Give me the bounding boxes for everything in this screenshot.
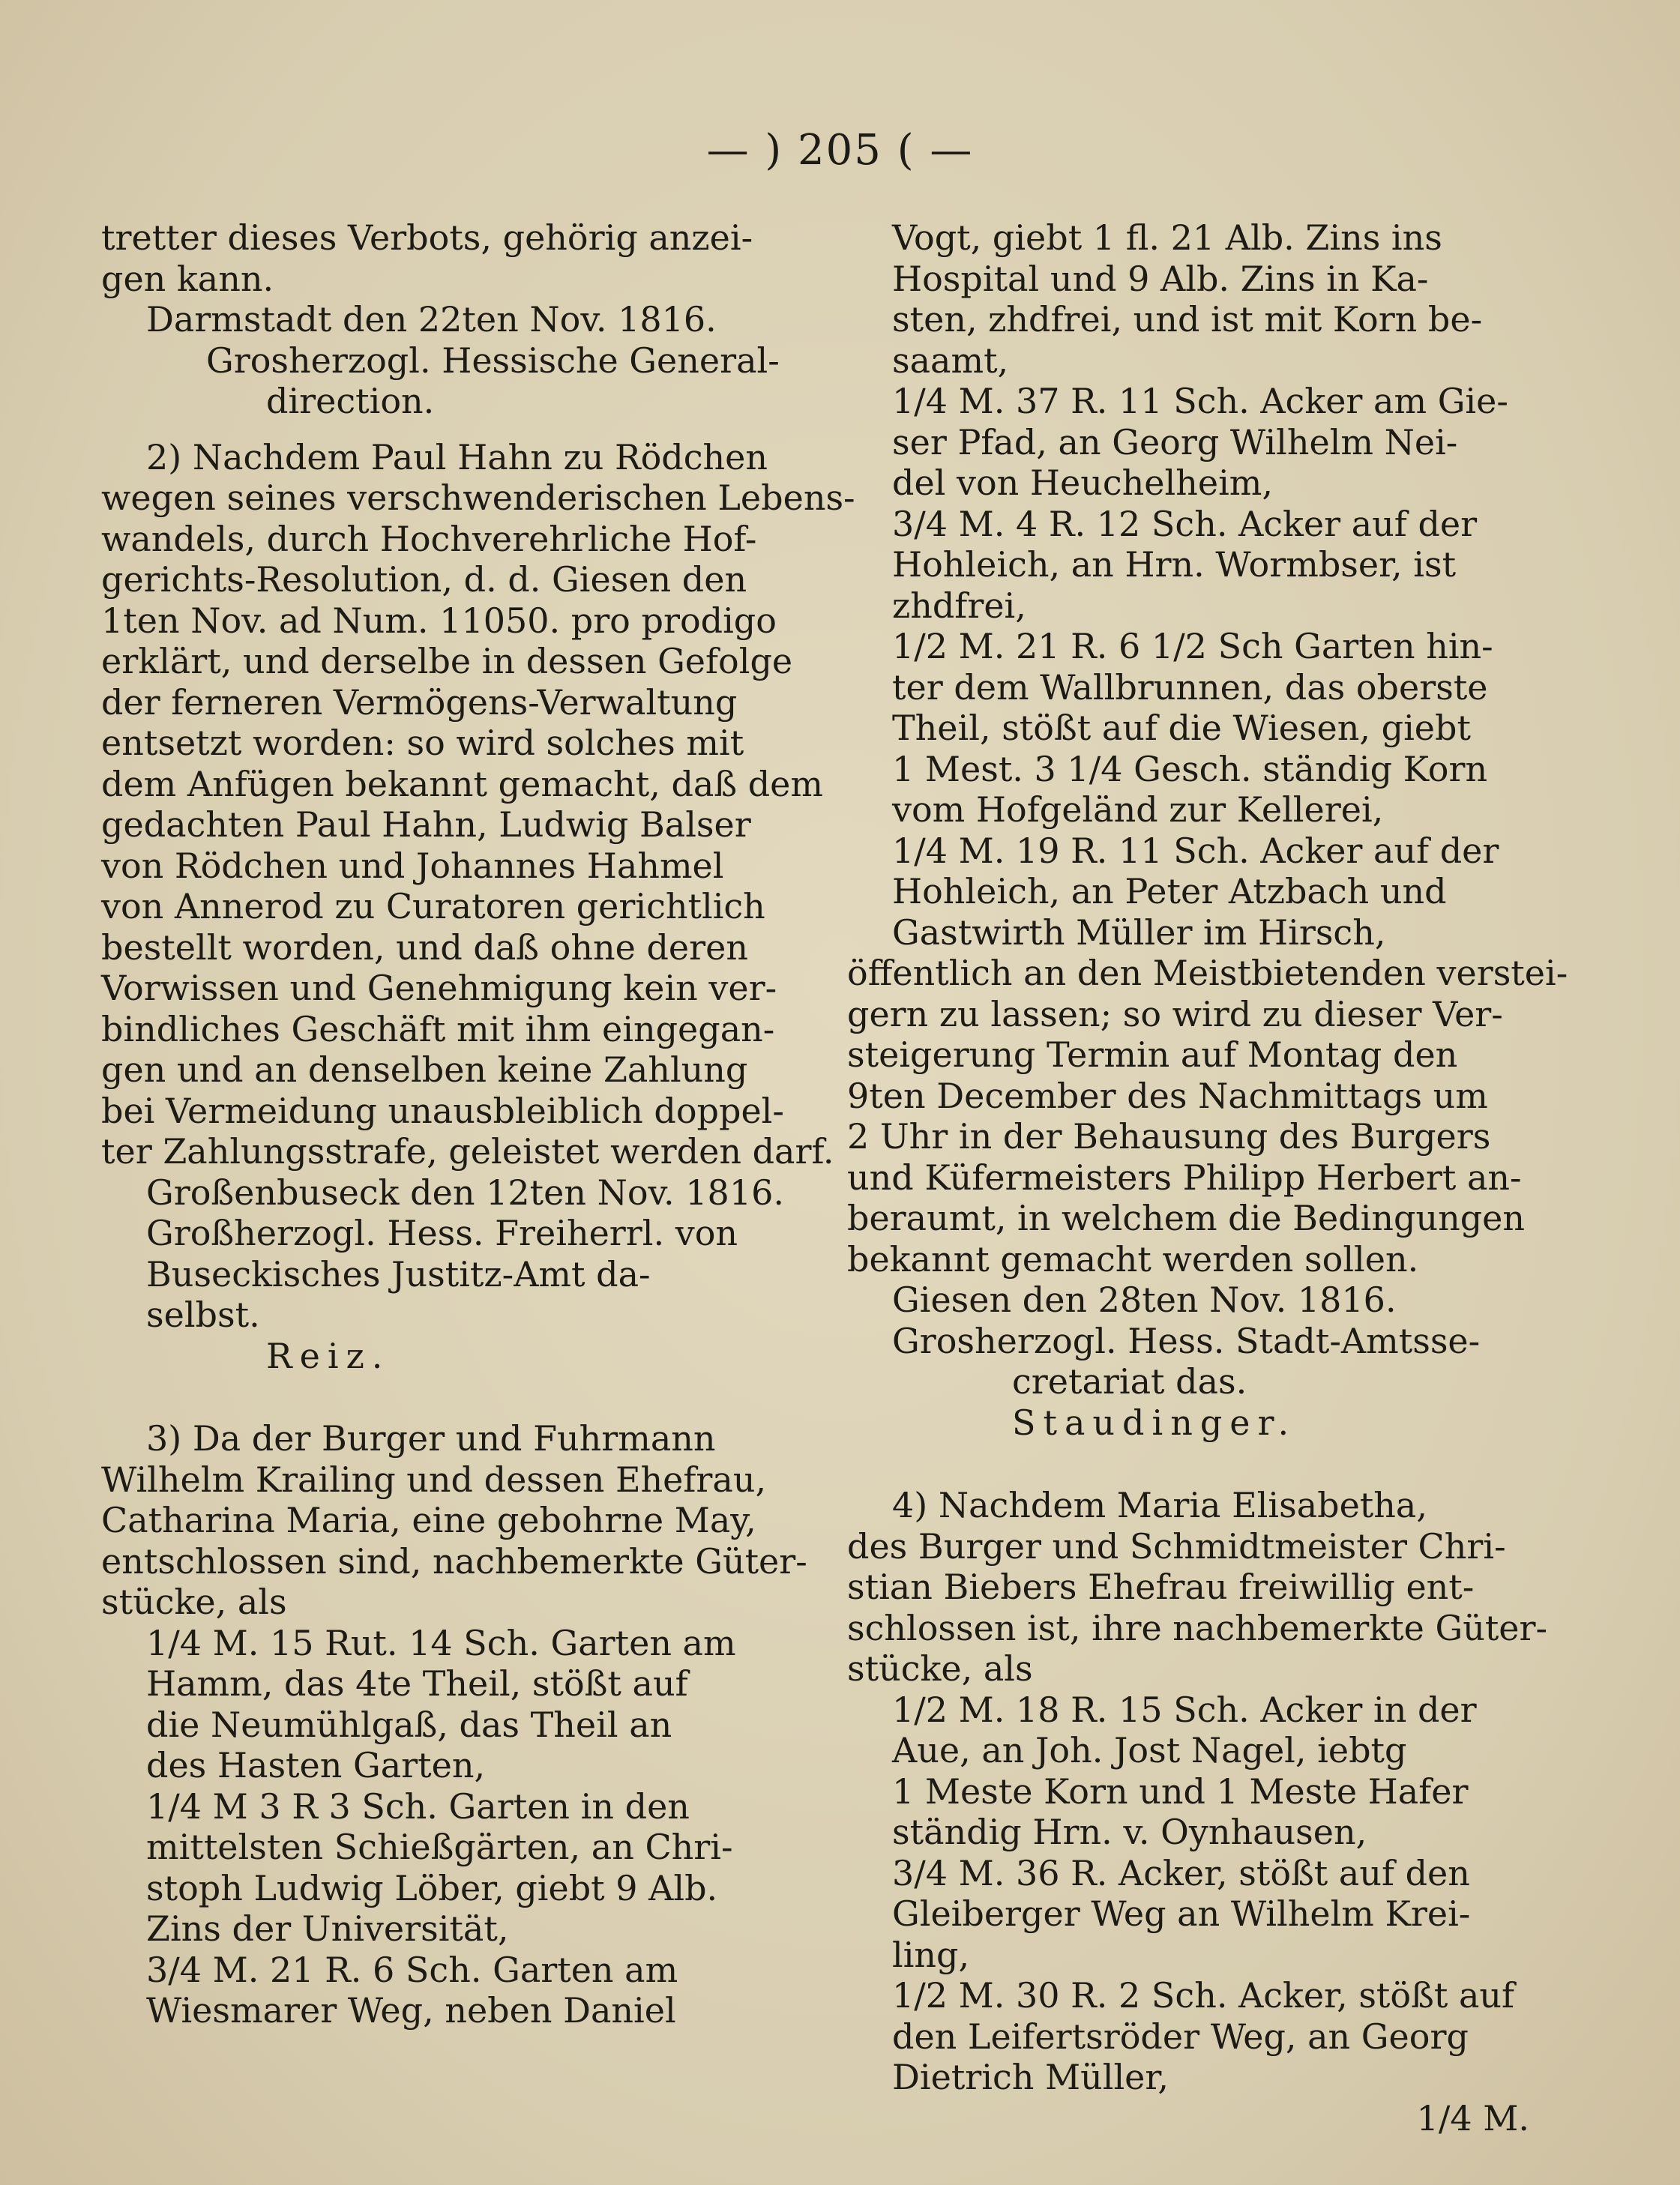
catchword: 1/4 M. bbox=[1416, 2097, 1529, 2139]
text-line: Dietrich Müller, bbox=[892, 2057, 1169, 2097]
text-line: 4) Nachdem Maria Elisabetha, bbox=[892, 1485, 1427, 1525]
text-line: zhdfrei, bbox=[892, 585, 1026, 626]
page-header: — ) 205 ( — bbox=[706, 126, 974, 175]
text-line: gen kann. bbox=[101, 258, 274, 299]
text-line: Hamm, das 4te Theil, stößt auf bbox=[146, 1663, 688, 1704]
text-line: wegen seines verschwenderischen Lebens- bbox=[101, 477, 855, 518]
text-line: ser Pfad, an Georg Wilhelm Nei- bbox=[892, 421, 1458, 462]
text-line: Theil, stößt auf die Wiesen, giebt bbox=[892, 708, 1471, 748]
text-line: Giesen den 28ten Nov. 1816. bbox=[892, 1280, 1397, 1320]
text-line: Darmstadt den 22ten Nov. 1816. bbox=[146, 299, 717, 340]
text-line: Großherzogl. Hess. Freiherrl. von bbox=[146, 1213, 738, 1253]
text-line: 3/4 M. 21 R. 6 Sch. Garten am bbox=[146, 1949, 678, 1990]
text-line: wandels, durch Hochverehrliche Hof- bbox=[101, 518, 757, 559]
text-line: 1 Mest. 3 1/4 Gesch. ständig Korn bbox=[892, 748, 1488, 789]
text-line: gerichts-Resolution, d. d. Giesen den bbox=[101, 559, 747, 600]
text-line: und Küfermeisters Philipp Herbert an- bbox=[847, 1157, 1522, 1198]
text-line: Aue, an Joh. Jost Nagel, iebtg bbox=[892, 1730, 1407, 1770]
text-line: stücke, als bbox=[101, 1582, 287, 1622]
text-line: bekannt gemacht werden sollen. bbox=[847, 1238, 1419, 1280]
text-line: 3/4 M. 4 R. 12 Sch. Acker auf der bbox=[892, 503, 1478, 544]
left-column bbox=[101, 217, 855, 2031]
text-line: dem Anfügen bekannt gemacht, daß dem bbox=[101, 763, 823, 804]
text-line: Vorwissen und Genehmigung kein ver- bbox=[101, 968, 777, 1008]
text-line: 1/4 M. 37 R. 11 Sch. Acker am Gie- bbox=[892, 381, 1508, 421]
text-line: erklärt, und derselbe in dessen Gefolge bbox=[101, 641, 793, 681]
text-line: entsetzt worden: so wird solches mit bbox=[101, 723, 744, 763]
text-line: 1ten Nov. ad Num. 11050. pro prodigo bbox=[101, 600, 777, 641]
signature: Staudinger. bbox=[1012, 1402, 1297, 1443]
text-line: der ferneren Vermögens-Verwaltung bbox=[101, 681, 738, 723]
text-line: beraumt, in welchem die Bedingungen bbox=[847, 1198, 1525, 1238]
text-line: 2) Nachdem Paul Hahn zu Rödchen bbox=[146, 436, 768, 477]
text-line: Zins der Universität, bbox=[146, 1908, 509, 1949]
text-line: bei Vermeidung unausbleiblich doppel- bbox=[101, 1090, 784, 1131]
text-line: öffentlich an den Meistbietenden verstei- bbox=[847, 953, 1568, 993]
text-line: Hohleich, an Peter Atzbach und bbox=[892, 871, 1447, 911]
text-line: entschlossen sind, nachbemerkte Güter- bbox=[101, 1540, 807, 1582]
text-line: 1/2 M. 30 R. 2 Sch. Acker, stößt auf bbox=[892, 1975, 1515, 2016]
text-line: des Burger und Schmidtmeister Chri- bbox=[847, 1525, 1506, 1567]
text-line: mittelsten Schießgärten, an Chri- bbox=[146, 1827, 733, 1867]
text-line: 1/4 M 3 R 3 Sch. Garten in den bbox=[146, 1785, 690, 1827]
text-line: die Neumühlgaß, das Theil an bbox=[146, 1704, 672, 1745]
text-line: Großenbuseck den 12ten Nov. 1816. bbox=[146, 1172, 784, 1213]
text-line: 1/4 M. 15 Rut. 14 Sch. Garten am bbox=[146, 1622, 736, 1663]
text-line: Grosherzogl. Hessische General- bbox=[206, 340, 780, 381]
text-line: Catharina Maria, eine gebohrne May, bbox=[101, 1500, 756, 1540]
text-line: den Leifertsröder Weg, an Georg bbox=[892, 2016, 1469, 2057]
text-line: Vogt, giebt 1 fl. 21 Alb. Zins ins bbox=[892, 217, 1442, 258]
text-line: Wilhelm Krailing und dessen Ehefrau, bbox=[101, 1459, 767, 1500]
signature: Reiz. bbox=[266, 1335, 391, 1376]
text-line: 3) Da der Burger und Fuhrmann bbox=[146, 1418, 716, 1459]
text-line: gen und an denselben keine Zahlung bbox=[101, 1049, 748, 1090]
text-line: 3/4 M. 36 R. Acker, stößt auf den bbox=[892, 1852, 1470, 1893]
text-line: 1 Meste Korn und 1 Meste Hafer bbox=[892, 1770, 1469, 1812]
text-line: 2 Uhr in der Behausung des Burgers bbox=[847, 1116, 1491, 1157]
text-line: bindliches Geschäft mit ihm eingegan- bbox=[101, 1008, 775, 1049]
text-line: Gastwirth Müller im Hirsch, bbox=[892, 911, 1386, 953]
text-line: gedachten Paul Hahn, Ludwig Balser bbox=[101, 804, 751, 845]
text-line: ter dem Wallbrunnen, das oberste bbox=[892, 666, 1488, 708]
text-line: Wiesmarer Weg, neben Daniel bbox=[146, 1990, 676, 2031]
text-line: von Rödchen und Johannes Hahmel bbox=[101, 845, 724, 886]
text-line: tretter dieses Verbots, gehörig anzei- bbox=[101, 217, 753, 258]
text-line: Hohleich, an Hrn. Wormbser, ist bbox=[892, 544, 1457, 585]
text-line: 1/2 M. 21 R. 6 1/2 Sch Garten hin- bbox=[892, 626, 1493, 666]
text-line: selbst. bbox=[146, 1295, 260, 1335]
text-line: ter Zahlungsstrafe, geleistet werden darf. bbox=[101, 1131, 834, 1172]
text-line: direction. bbox=[266, 381, 435, 421]
text-line: stian Biebers Ehefrau freiwillig ent- bbox=[847, 1567, 1475, 1607]
text-line: cretariat das. bbox=[1012, 1361, 1247, 1402]
right-column bbox=[847, 217, 1568, 2139]
text-line: ständig Hrn. v. Oynhausen, bbox=[892, 1812, 1367, 1852]
text-line: Hospital und 9 Alb. Zins in Ka- bbox=[892, 258, 1429, 299]
text-line: bestellt worden, und daß ohne deren bbox=[101, 926, 748, 968]
text-line: sten, zhdfrei, und ist mit Korn be- bbox=[892, 299, 1483, 340]
text-line: ling, bbox=[892, 1934, 970, 1975]
text-line: steigerung Termin auf Montag den bbox=[847, 1034, 1458, 1075]
text-line: Gleiberger Weg an Wilhelm Krei- bbox=[892, 1893, 1471, 1934]
text-line: schlossen ist, ihre nachbemerkte Güter- bbox=[847, 1607, 1548, 1648]
text-line: des Hasten Garten, bbox=[146, 1745, 486, 1785]
text-line: saamt, bbox=[892, 340, 1009, 381]
text-line: Grosherzogl. Hess. Stadt-Amtsse- bbox=[892, 1320, 1481, 1361]
text-line: stoph Ludwig Löber, giebt 9 Alb. bbox=[146, 1867, 718, 1908]
text-line: gern zu lassen; so wird zu dieser Ver- bbox=[847, 993, 1503, 1034]
text-line: del von Heuchelheim, bbox=[892, 462, 1274, 503]
text-line: 1/4 M. 19 R. 11 Sch. Acker auf der bbox=[892, 830, 1499, 871]
text-line: Buseckisches Justitz-Amt da- bbox=[146, 1253, 651, 1295]
text-line: vom Hofgeländ zur Kellerei, bbox=[892, 789, 1384, 830]
text-line: stücke, als bbox=[847, 1648, 1033, 1689]
text-line: von Annerod zu Curatoren gerichtlich bbox=[101, 886, 765, 926]
text-line: 9ten December des Nachmittags um bbox=[847, 1075, 1488, 1116]
text-line: 1/2 M. 18 R. 15 Sch. Acker in der bbox=[892, 1689, 1477, 1730]
